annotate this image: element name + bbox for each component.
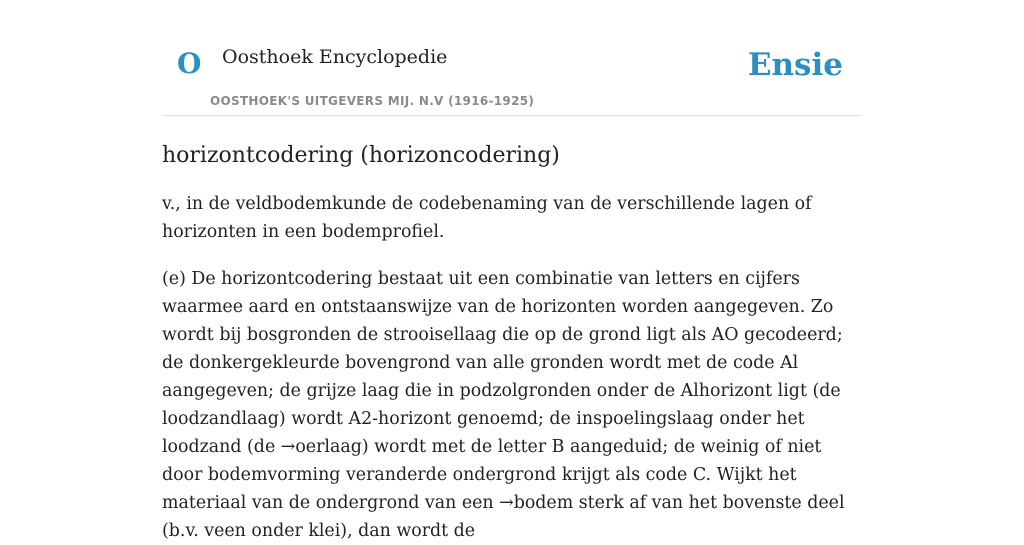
content-container [162,0,862,545]
header [162,0,862,116]
source-subtitle: OOSTHOEK'S UITGEVERS MIJ. N.V (1916-1925) [210,94,535,108]
entry-body: (e) De horizontcodering bestaat uit een combinatie van letters en cijfers waarmee aard en ontstaanswijze van de horizonten worden aangegeven. Zo wordt bij bosgronden de strooisellaag die op de grond ligt als AO gecodeerd; de donkergekleurde bovengrond van alle gronden wordt met de code Al aangegeven; de grijze laag die in podzolgronden onder de Alhorizont ligt (de loodzandlaag) wordt A2-horizont genoemd; de inspoelingslaag onder het loodzand (de →oerlaag) wordt met de letter B aangeduid; de weinig of niet door bodemvorming veranderde ondergrond krijgt als code C. Wijkt het materiaal van de ondergrond van een →bodem sterk af van het bovenste deel (b.v. veen onder klei), dan wordt de [162,269,845,541]
source-title[interactable]: Oosthoek Encyclopedie [222,46,448,68]
entry-title: horizontcodering (horizoncodering) [162,143,560,168]
brand-logo-link[interactable]: Ensie [747,47,843,83]
source-logo-letter: O [177,47,202,80]
entry-definition: v., in de veldbodemkunde de codebenaming van de verschillende lagen of horizonten in een bodemprofiel. [162,194,812,242]
